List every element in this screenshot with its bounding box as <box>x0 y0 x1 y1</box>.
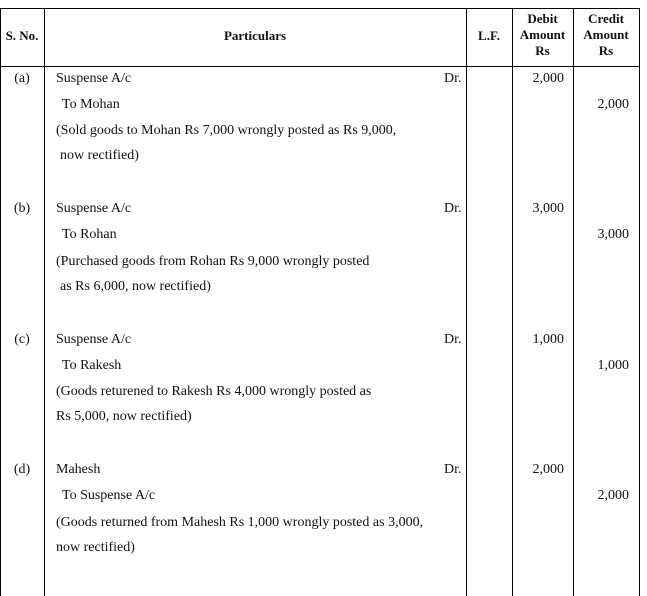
entry-debit-amount: 2,000 <box>532 462 564 477</box>
header-debit-line1: Debit <box>527 11 558 26</box>
entry-credit-amount: 1,000 <box>597 358 629 373</box>
entry-credit-account: To Mohan <box>62 97 120 112</box>
entry-debit-amount: 3,000 <box>532 201 564 216</box>
header-credit-line1: Credit <box>588 11 624 26</box>
entry-narration-line1: (Purchased goods from Rohan Rs 9,000 wrongly posted <box>56 254 370 269</box>
table-border-top <box>0 8 640 9</box>
entry-sno: (b) <box>13 201 31 216</box>
entry-debit-account: Suspense A/c <box>56 201 132 216</box>
entry-sno: (a) <box>14 71 30 86</box>
entry-dr-marker: Dr. <box>444 332 462 347</box>
col-divider-lf <box>512 8 513 596</box>
table-border-right <box>639 8 640 596</box>
header-debit <box>512 11 573 59</box>
header-credit-line3: Rs <box>598 43 614 58</box>
header-credit-line2: Amount <box>583 27 629 42</box>
entry-narration-line1: (Goods returned from Mahesh Rs 1,000 wrongly posted as 3,000, <box>56 515 424 530</box>
entry-narration-line1: (Sold goods to Mohan Rs 7,000 wrongly posted as Rs 9,000, <box>56 123 397 138</box>
header-credit <box>573 11 639 59</box>
entry-sno: (c) <box>14 332 30 347</box>
header-sno: S. No. <box>5 28 39 43</box>
entry-credit-account: To Suspense A/c <box>62 488 156 503</box>
entry-debit-amount: 1,000 <box>532 332 564 347</box>
entry-narration-line2: now rectified) <box>60 148 139 163</box>
table-border-left <box>0 8 1 596</box>
entry-narration-line2: now rectified) <box>56 540 135 555</box>
entry-credit-account: To Rakesh <box>62 358 122 373</box>
entry-narration-line2: Rs 5,000, now rectified) <box>56 409 192 424</box>
header-debit-line2: Amount <box>519 27 566 42</box>
entry-credit-amount: 2,000 <box>597 488 629 503</box>
entry-credit-amount: 3,000 <box>597 227 629 242</box>
col-divider-sno <box>44 8 45 596</box>
header-divider <box>0 66 640 67</box>
entry-debit-account: Mahesh <box>56 462 101 477</box>
header-particulars: Particulars <box>223 28 287 43</box>
header-lf: L.F. <box>478 28 500 43</box>
entry-debit-account: Suspense A/c <box>56 71 132 86</box>
entry-debit-account: Suspense A/c <box>56 332 132 347</box>
header-debit-line3: Rs <box>535 43 550 58</box>
entry-sno: (d) <box>13 462 31 477</box>
entry-credit-account: To Rohan <box>62 227 117 242</box>
journal-table <box>0 8 640 596</box>
entry-narration-line2: as Rs 6,000, now rectified) <box>60 279 211 294</box>
col-divider-particulars <box>466 8 467 596</box>
entry-dr-marker: Dr. <box>444 201 462 216</box>
entry-dr-marker: Dr. <box>444 71 462 86</box>
entry-debit-amount: 2,000 <box>532 71 564 86</box>
entry-credit-amount: 2,000 <box>597 97 629 112</box>
entry-dr-marker: Dr. <box>444 462 462 477</box>
entry-narration-line1: (Goods returened to Rakesh Rs 4,000 wrongly posted as <box>56 384 372 399</box>
